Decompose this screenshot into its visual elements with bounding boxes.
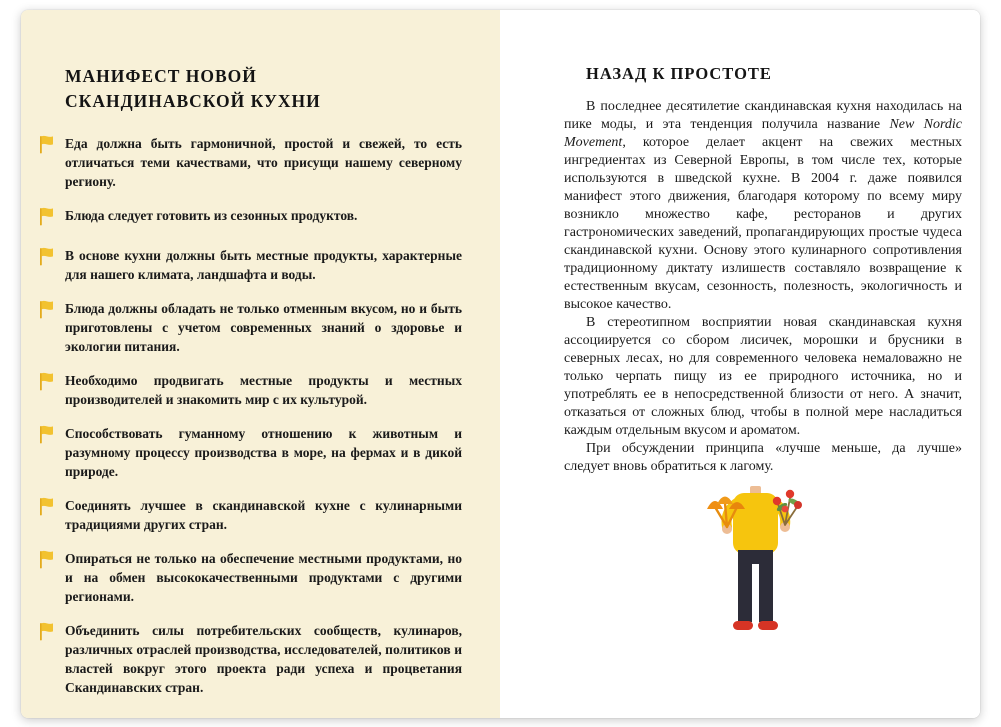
manifesto-item-text: Блюда следует готовить из сезонных продуктов. [65, 208, 358, 223]
manifesto-item-text: Еда должна быть гармоничной, простой и свежей, то есть отличаться теми качествами, что присущи нашему северному региону. [65, 136, 462, 189]
flag-icon [39, 300, 54, 324]
italic-term: New Nordic Movement [564, 117, 962, 150]
person-illustration [698, 478, 813, 663]
manifesto-item-text: Необходимо продвигать местные продукты и местных производителей и знакомить мир с их культурой. [65, 373, 462, 407]
flag-icon [39, 497, 54, 521]
right-page [500, 10, 980, 718]
left-page [21, 10, 500, 718]
manifesto-list [39, 134, 462, 697]
manifesto-item [39, 549, 462, 606]
manifesto-item-text: Способствовать гуманному отношению к животным и разумному процессу производства в море, на фермах и в дикой природе. [65, 426, 462, 479]
manifesto-item [39, 299, 462, 356]
flag-icon [39, 372, 54, 396]
manifesto-item-text: В основе кухни должны быть местные продукты, характерные для нашего климата, ландшафта и воды. [65, 248, 462, 282]
manifesto-title-line1: МАНИФЕСТ НОВОЙ [65, 66, 257, 86]
manifesto-item-text: Объединить силы потребительских сообществ, кулинаров, различных отраслей производства, исследователей, политиков и властей вокруг этого проекта ради успеха и процветания Скандинавских стран. [65, 623, 462, 695]
flag-icon [39, 135, 54, 159]
manifesto-item-text: Блюда должны обладать не только отменным вкусом, но и быть приготовлены с учетом современных знаний о здоровье и экологии питания. [65, 301, 462, 354]
flag-icon [39, 550, 54, 574]
flag-icon [39, 425, 54, 449]
manifesto-item-text: Соединять лучшее в скандинавской кухне с кулинарными традициями других стран. [65, 498, 462, 532]
body-paragraph-1 [564, 98, 962, 314]
book-spread [21, 10, 980, 718]
manifesto-item-text: Опираться не только на обеспечение местными продуктами, но и на обмен высококачественными продуктами с другими регионами. [65, 551, 462, 604]
body-paragraph-3: При обсуждении принципа «лучше меньше, да лучше» следует вновь обратиться к лагому. [564, 441, 962, 474]
manifesto-title [65, 64, 462, 114]
body-paragraph-2: В стереотипном восприятии новая скандинавская кухня ассоциируется со сбором лисичек, морошки и брусники в северных лесах, но для современного человека немаловажно не только черпать пищу из ее природного источника, но и употреблять ее в непосредственной близости от него. А значит, отказаться от сложных блюд, чтобы в полной мере насладиться каждым отдельным вкусом и ароматом. [564, 315, 962, 438]
manifesto-item [39, 621, 462, 697]
chapter-title: НАЗАД К ПРОСТОТЕ [586, 64, 772, 83]
shoes [733, 621, 778, 630]
flag-icon [39, 207, 54, 231]
flag-icon [39, 247, 54, 271]
manifesto-item [39, 134, 462, 191]
flag-icon [39, 622, 54, 646]
manifesto-item [39, 371, 462, 409]
manifesto-item [39, 424, 462, 481]
manifesto-item [39, 246, 462, 284]
manifesto-item [39, 206, 462, 231]
manifesto-item [39, 496, 462, 534]
manifesto-title-line2: СКАНДИНАВСКОЙ КУХНИ [65, 91, 321, 111]
paragraph1-before: В последнее десятилетие скандинавская кухня находилась на пике моды, и эта тенденция получила название [564, 99, 962, 132]
pants [738, 550, 773, 622]
paragraph1-after: , которое делает акцент на свежих местных ингредиентах из Северной Европы, в том числе тех, которые используются в шведской кухне. В 2004 г. даже появился манифест этого движения, благодаря которому по всему миру возникло множество кафе, ресторанов и других гастрономических заведений, пропагандирующих простые чудеса скандинавской кухни. Основу этого кулинарного сопротивления традиционному диктату излишеств составляло возвращение к естественным вкусам, сезонность, полезность, экологичность и высокое качество. [564, 135, 962, 312]
